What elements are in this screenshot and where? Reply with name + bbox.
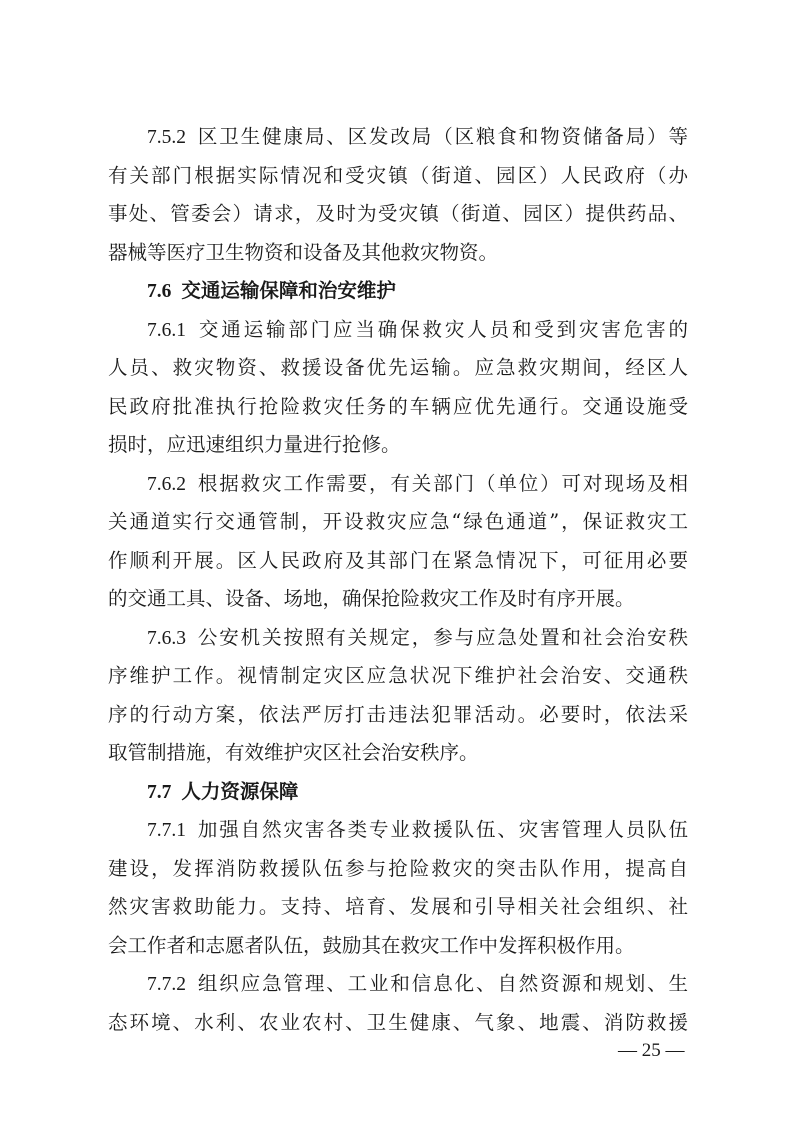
line-text: 建设，发挥消防救援队伍参与抢险救灾的突击队作用，提高自 [108, 856, 688, 880]
text-line [108, 157, 688, 196]
text-line [108, 503, 688, 542]
paragraph [108, 619, 688, 773]
page-number: — 25 — [618, 1040, 685, 1061]
line-text: 交通运输部门应当确保救灾人员和受到灾害危害的 [196, 317, 688, 341]
paragraph [108, 811, 688, 965]
text-line [108, 888, 688, 927]
text-line [108, 1004, 688, 1043]
text-line [108, 927, 688, 966]
line-text: 序的行动方案，依法严厉打击违法犯罪活动。必要时，依法采 [108, 702, 688, 726]
paragraph [108, 118, 688, 272]
text-line [108, 234, 688, 273]
paragraph [108, 465, 688, 619]
text-line [108, 195, 688, 234]
text-line [108, 118, 688, 157]
line-text: 会工作者和志愿者队伍，鼓励其在救灾工作中发挥积极作用。 [108, 933, 635, 957]
line-text: 关通道实行交通管制，开设救灾应急“绿色通道”，保证救灾工 [108, 510, 688, 533]
section-heading [108, 773, 688, 812]
clause-number: 7.6.3 [147, 627, 186, 649]
text-line [108, 542, 688, 581]
text-line [108, 734, 688, 773]
line-text: 人员、救灾物资、救援设备优先运输。应急救灾期间，经区人 [108, 356, 688, 379]
clause-number: 7.6.2 [147, 473, 186, 495]
text-line [108, 965, 688, 1004]
line-text: 根据救灾工作需要，有关部门（单位）可对现场及相 [196, 471, 688, 495]
line-text: 取管制措施，有效维护灾区社会治安秩序。 [108, 741, 479, 764]
text-line [108, 349, 688, 388]
clause-number: 7.6 [147, 281, 172, 302]
text-line [108, 696, 688, 735]
text-line [108, 426, 688, 465]
text-line [108, 388, 688, 427]
paragraph [108, 965, 688, 1042]
text-line [108, 272, 688, 311]
paragraph [108, 311, 688, 465]
text-line [108, 619, 688, 658]
line-text: 民政府批准执行抢险救灾任务的车辆应优先通行。交通设施受 [108, 394, 688, 418]
line-text: 损时，应迅速组织力量进行抢修。 [108, 433, 401, 456]
line-text: 然灾害救助能力。支持、培育、发展和引导相关社会组织、社 [108, 895, 688, 918]
line-text: 器械等医疗卫生物资和设备及其他救灾物资。 [108, 240, 499, 264]
text-line [108, 811, 688, 850]
document-body [108, 118, 688, 1042]
text-line [108, 580, 688, 619]
line-text: 组织应急管理、工业和信息化、自然资源和规划、生 [196, 972, 688, 995]
line-text: 序维护工作。视情制定灾区应急状况下维护社会治安、交通秩 [108, 664, 688, 687]
line-text: 事处、管委会）请求，及时为受灾镇（街道、园区）提供药品、 [108, 202, 688, 225]
line-text: 交通运输保障和治安维护 [181, 279, 396, 302]
text-line [108, 311, 688, 350]
text-line [108, 657, 688, 696]
clause-number: 7.6.1 [147, 319, 186, 341]
line-text: 人力资源保障 [181, 779, 299, 803]
text-line [108, 850, 688, 889]
line-text: 作顺利开展。区人民政府及其部门在紧急情况下，可征用必要 [108, 548, 688, 572]
line-text: 的交通工具、设备、场地，确保抢险救灾工作及时有序开展。 [108, 587, 635, 610]
clause-number: 7.7.2 [147, 974, 186, 995]
text-line [108, 465, 688, 504]
text-line [108, 773, 688, 812]
line-text: 加强自然灾害各类专业救援队伍、灾害管理人员队伍 [196, 818, 688, 841]
clause-number: 7.5.2 [147, 127, 186, 148]
section-heading [108, 272, 688, 311]
clause-number: 7.7.1 [147, 820, 186, 841]
line-text: 区卫生健康局、区发改局（区粮食和物资储备局）等 [196, 125, 688, 148]
clause-number: 7.7 [147, 781, 172, 803]
line-text: 公安机关按照有关规定，参与应急处置和社会治安秩 [196, 625, 688, 649]
line-text: 态环境、水利、农业农村、卫生健康、气象、地震、消防救援 [108, 1010, 688, 1034]
line-text: 有关部门根据实际情况和受灾镇（街道、园区）人民政府（办 [108, 163, 688, 187]
